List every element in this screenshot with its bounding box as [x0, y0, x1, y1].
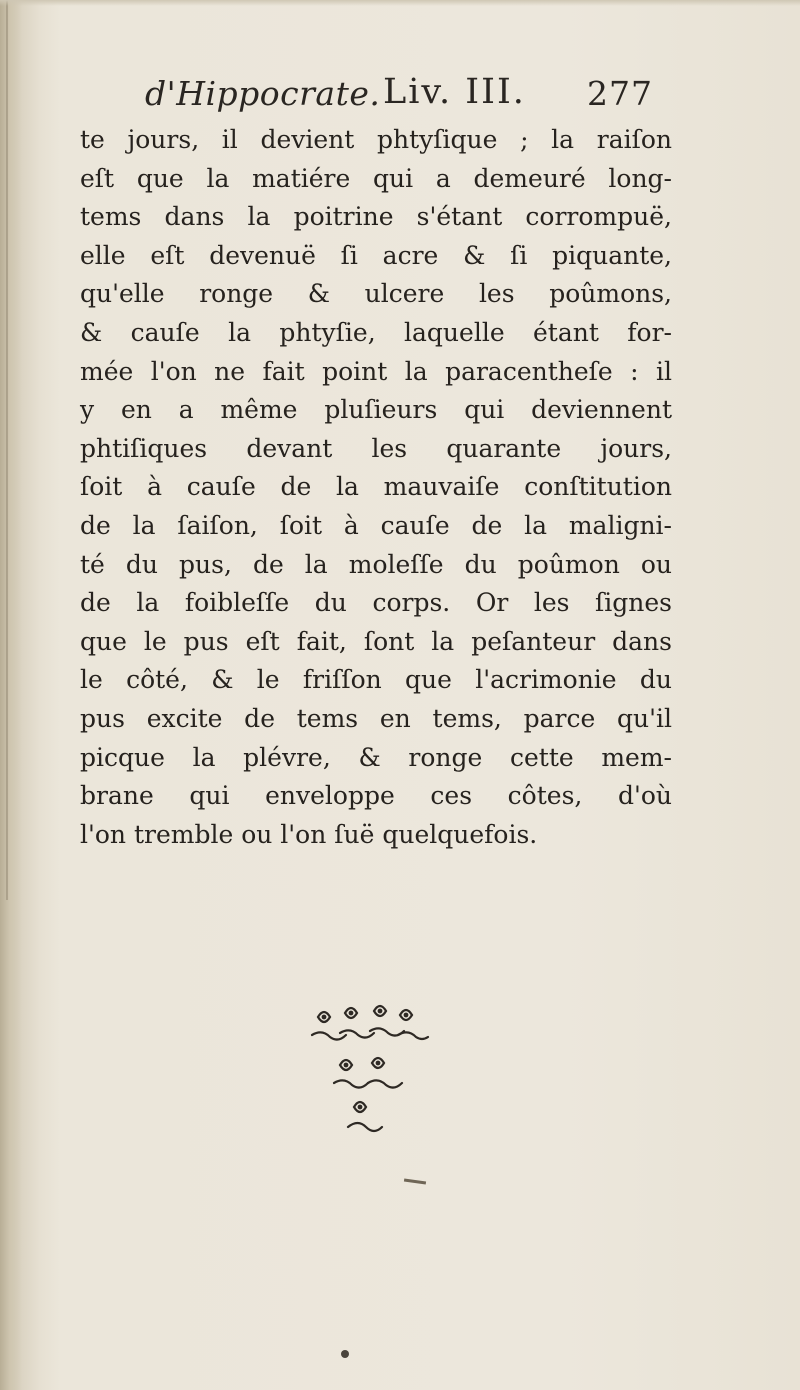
text-line: y en a même pluſieurs qui deviennent	[80, 395, 672, 425]
gutter-line	[6, 0, 8, 900]
ink-mark	[404, 1178, 426, 1184]
body-text	[80, 121, 672, 854]
text-line: le côté, & le friſſon que l'acrimonie du	[80, 665, 672, 695]
text-line: pus excite de tems en tems, parce qu'il	[80, 703, 672, 733]
text-line: qu'elle ronge & ulcere les poûmons,	[80, 279, 672, 309]
text-line: de la ſaiſon, ſoit à cauſe de la maligni-	[80, 510, 672, 540]
fleuron-tailpiece-icon	[300, 995, 450, 1145]
running-head-title: d'Hippocrate.	[145, 74, 381, 113]
running-head-book: Liv. III.	[383, 72, 526, 112]
text-line: phtiſiques devant les quarante jours,	[80, 433, 672, 463]
text-line: té du pus, de la moleſſe du poûmon ou	[80, 549, 672, 579]
page-number: 277	[587, 74, 653, 113]
text-line: ſoit à cauſe de la mauvaiſe conſtitution	[80, 472, 672, 502]
text-line: te jours, il devient phtyſique ; la raiſon	[80, 125, 672, 154]
text-line: eſt que la matiére qui a demeuré long-	[80, 163, 672, 193]
text-line: mée l'on ne fait point la paracentheſe : il	[80, 356, 672, 386]
binding-shadow	[0, 0, 22, 1390]
text-line: & cauſe la phtyſie, laquelle étant for-	[80, 317, 672, 347]
text-line: l'on tremble ou l'on ſuë quelquefois.	[80, 819, 538, 849]
running-head	[145, 68, 690, 118]
text-line: de la foibleſſe du corps. Or les ſignes	[80, 588, 672, 618]
ink-dot	[341, 1350, 349, 1358]
text-line: elle eſt devenuë ſi acre & ſi piquante,	[80, 240, 672, 270]
text-line: que le pus eſt fait, ſont la peſanteur dans	[80, 626, 672, 656]
text-line: picque la plévre, & ronge cette mem-	[80, 742, 672, 772]
text-line: tems dans la poitrine s'étant corrompuë,	[80, 202, 672, 232]
page-top-edge	[0, 0, 800, 6]
text-line: brane qui enveloppe ces côtes, d'où	[80, 781, 672, 811]
